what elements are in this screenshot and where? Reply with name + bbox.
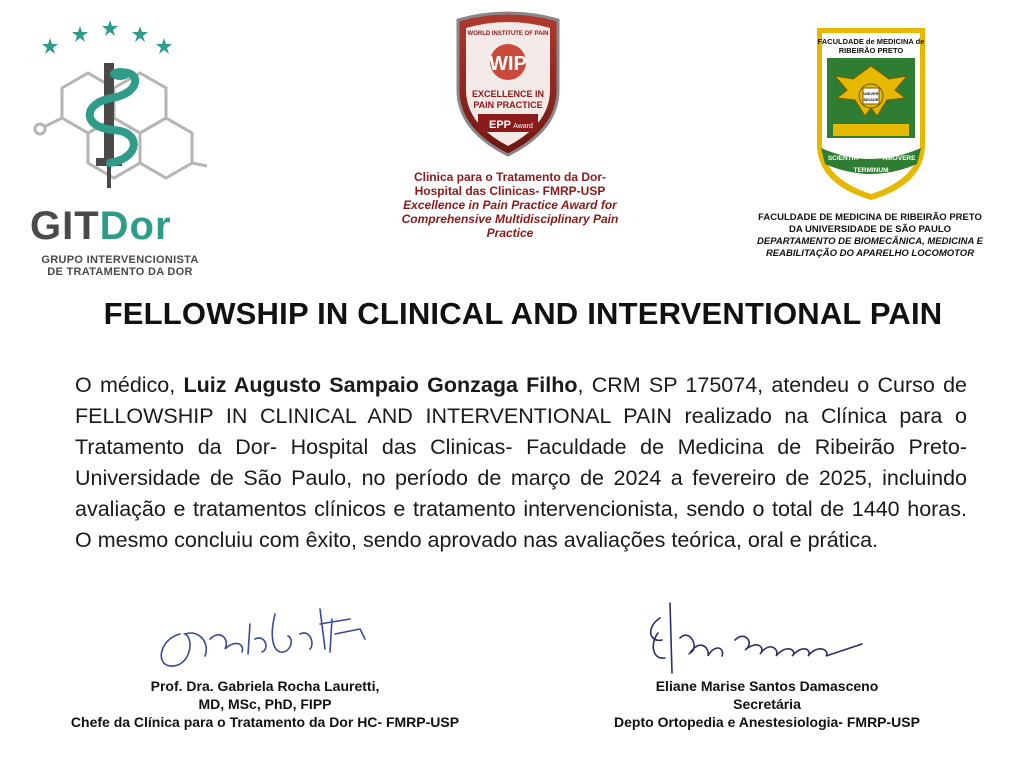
badge-wip-text: WIP xyxy=(489,53,527,75)
signatory-left xyxy=(20,677,510,731)
crest-shield-icon xyxy=(813,24,929,204)
signatory-left-credentials: MD, MSc, PhD, FIPP xyxy=(198,696,332,712)
badge-top-text: WORLD INSTITUTE OF PAIN xyxy=(467,31,549,37)
body-rest: , CRM SP 175074, atendeu o Curso de FELLOWSHIP IN CLINICAL AND INTERVENTIONAL PAIN realizado na Clínica para o Tratamento da Dor- Hospital das Clinicas- Faculdade de Medicina de Ribeirão Preto-Universidade de São Paulo, no período de março de 2024 a fevereiro de 2025, incluindo avaliação e tratamentos clínicos e tratamento intervencionista, sendo o total de 1440 horas. O mesmo concluiu com êxito, sendo aprovado nas avaliações teórica, oral e prática. xyxy=(75,373,967,552)
crest-banner1: SCIENTIA xyxy=(827,155,859,162)
crest-banner2: AMOVERE xyxy=(882,155,916,162)
crest-shield1: UNIVER xyxy=(863,91,879,96)
badge-line2: PAIN PRACTICE xyxy=(473,100,543,110)
signatory-right xyxy=(572,677,962,731)
recipient-name: Luiz Augusto Sampaio Gonzaga Filho xyxy=(183,373,578,397)
signatory-left-name: Prof. Dra. Gabriela Rocha Lauretti, xyxy=(150,678,380,694)
badge-line1: EXCELLENCE IN xyxy=(471,89,545,99)
certificate-title: FELLOWSHIP IN CLINICAL AND INTERVENTIONAL PAIN xyxy=(103,296,943,331)
faculty-caption: FACULDADE DE MEDICINA DE RIBEIRÃO PRETO DA UNIVERSIDADE DE SÃO PAULO DEPARTAMENTO DE BIOMECÂNICA, MEDICINA E REABILITAÇÃO DO APARELHO LOCOMOTOR xyxy=(757,212,983,259)
gitdor-subtitle: GRUPO INTERVENCIONISTA DE TRATAMENTO DA DOR xyxy=(41,254,199,278)
signature-right-icon xyxy=(640,598,870,678)
signatory-right-name: Eliane Marise Santos Damasceno xyxy=(655,678,879,694)
certificate-body xyxy=(75,370,967,556)
signatory-right-role: Secretária xyxy=(733,696,801,712)
signatory-left-role: Chefe da Clínica para o Tratamento da Dor HC- FMRP-USP xyxy=(70,714,460,730)
gitdor-emblem-icon xyxy=(22,18,212,208)
crest-top2: RIBEIRÃO PRETO xyxy=(838,46,904,55)
fmrp-crest xyxy=(813,24,929,204)
crest-top1: FACULDADE de MEDICINA de xyxy=(817,37,925,46)
badge-epp: EPP xyxy=(488,119,512,131)
signature-left-icon xyxy=(150,594,390,674)
crest-banner3: TERMINUM xyxy=(853,167,889,174)
gitdor-logo xyxy=(22,18,212,278)
signatory-right-dept: Depto Ortopedia e Anestesiologia- FMRP-USP xyxy=(614,714,920,730)
crest-shield2: SIDADE xyxy=(863,97,879,102)
wip-epp-award-badge xyxy=(448,10,568,160)
award-shield-icon xyxy=(448,10,568,160)
body-intro: O médico, xyxy=(75,373,184,397)
award-caption: Clinica para o Tratamento da Dor- Hospital das Clinicas- FMRP-USP Excellence in Pain Practice Award for Comprehensive Multidisciplinary Pain Practice xyxy=(401,170,619,240)
badge-award: Award xyxy=(513,123,533,130)
gitdor-wordmark: GITDor xyxy=(30,204,172,248)
